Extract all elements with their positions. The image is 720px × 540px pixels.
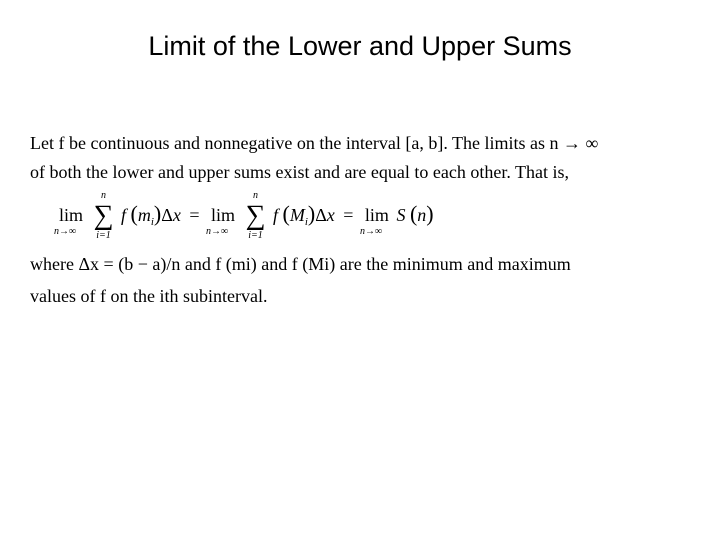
limit-operator: lim n→∞: [359, 205, 389, 237]
lower-sum-term: f $(m_i)\Delta x$: [121, 201, 181, 229]
limit-operator: lim n→∞: [205, 205, 235, 237]
body-line-5: values of f on the ith subinterval.: [30, 286, 268, 306]
body-line-2: of both the lower and upper sums exist and are equal to each other. That is,: [30, 162, 570, 182]
upper-sum-term: f $(M_i)\Delta x$: [272, 201, 335, 229]
limit-operator: lim n→∞: [54, 205, 83, 237]
limit-s-of-n: S (n): [396, 201, 434, 227]
sigma-symbol: n ∑ i=1: [245, 190, 266, 241]
sigma-symbol: n ∑ i=1: [93, 190, 114, 241]
limit-formula: lim n→∞ n ∑ i=1 f $(m_i)\Delta x$ = lim n→∞ n ∑ i=1 f $(M_i)\Delta x$ = lim n→∞ S (n): [54, 190, 434, 241]
slide-title: Limit of the Lower and Upper Sums: [148, 31, 572, 61]
body-line-4: where Δx = (b − a)/n and f (mi) and f (Mi) are the minimum and maximum: [30, 254, 571, 274]
body-line-1: Let f be continuous and nonnegative on the interval [a, b]. The limits as n → ∞: [30, 133, 599, 153]
